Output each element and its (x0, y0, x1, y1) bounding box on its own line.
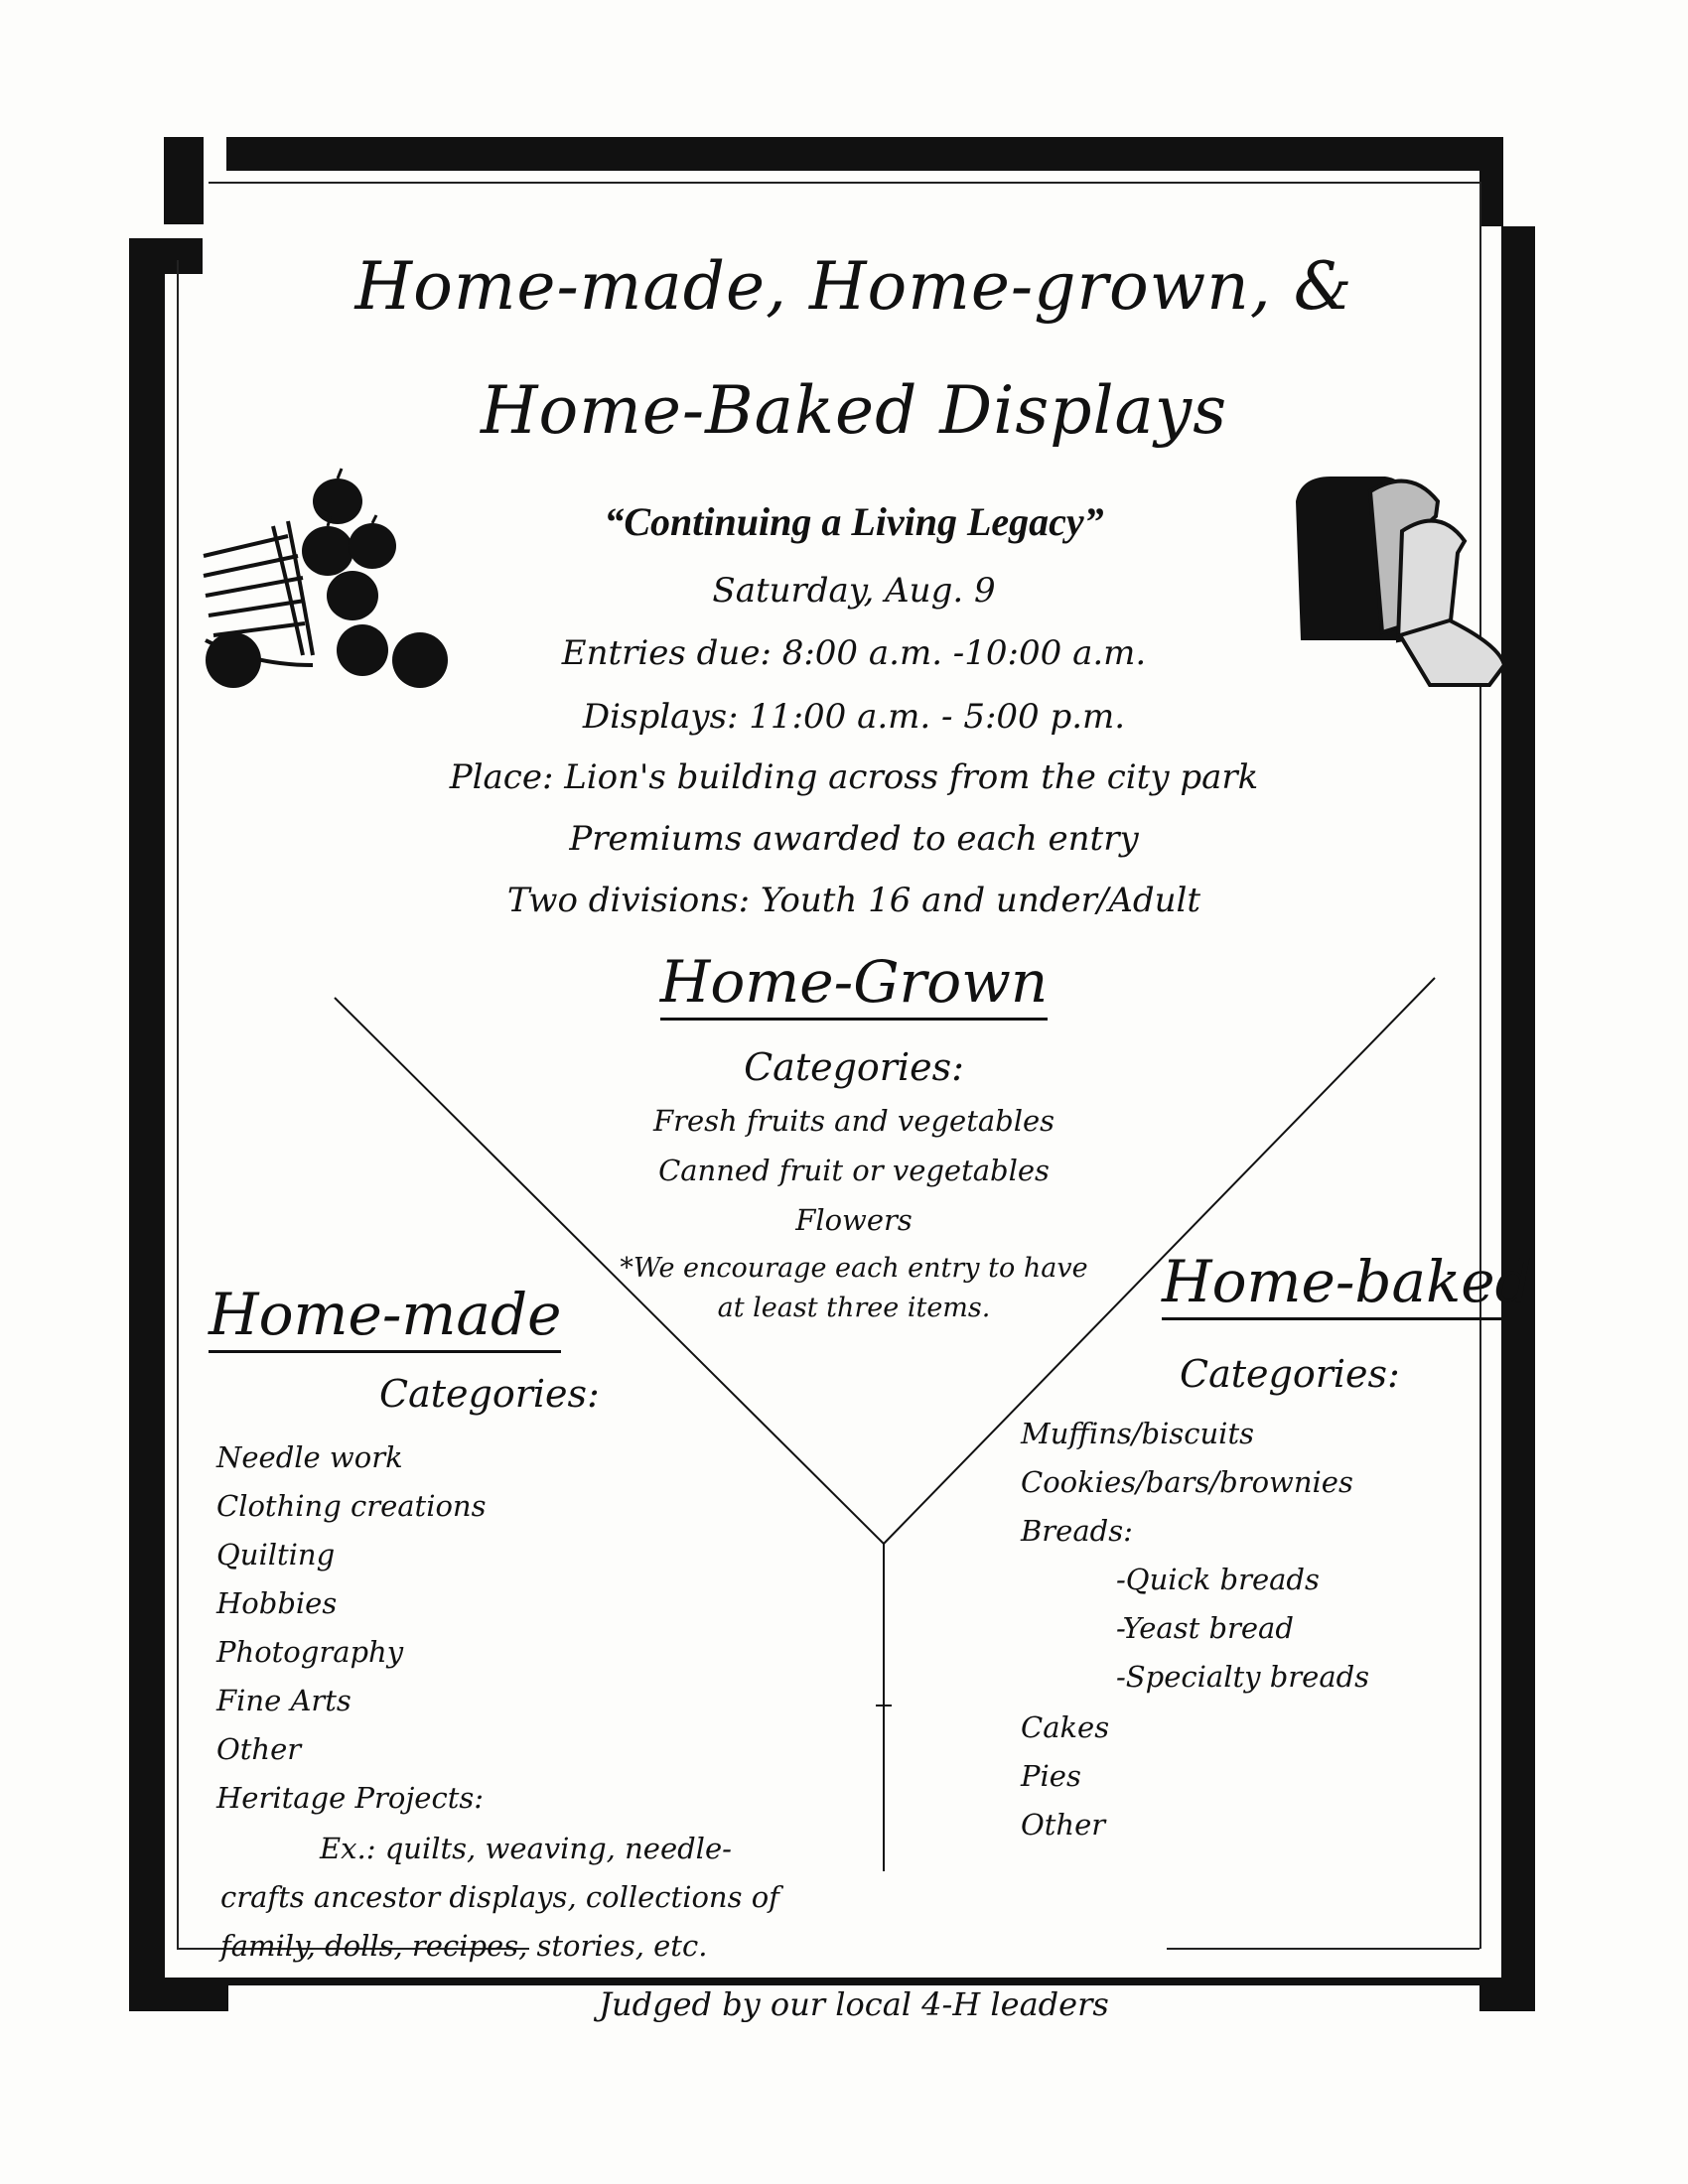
home-made-item: Needle work (216, 1440, 403, 1474)
home-grown-heading-wrap (556, 948, 1152, 1016)
home-baked-item: Breads: (1021, 1514, 1133, 1548)
home-baked-heading-wrap (1162, 1248, 1532, 1315)
home-baked-item: Cookies/bars/brownies (1021, 1465, 1353, 1499)
home-baked-bread-item: -Yeast bread (1116, 1611, 1294, 1645)
home-made-item: Other (216, 1732, 302, 1766)
home-baked-item: Cakes (1021, 1710, 1110, 1744)
home-baked-categories-label: Categories: (1180, 1352, 1400, 1396)
home-grown-item: Flowers (795, 1203, 913, 1237)
home-made-categories-label: Categories: (379, 1372, 600, 1416)
home-made-item: Hobbies (216, 1586, 338, 1620)
home-baked-heading: Home-baked (1162, 1248, 1532, 1320)
title-line-2: Home-Baked Displays (480, 372, 1228, 449)
home-baked-bread-list (1116, 1556, 1369, 1702)
home-made-item: Clothing creations (216, 1489, 487, 1523)
home-grown-item: Canned fruit or vegetables (658, 1154, 1050, 1187)
home-made-list (216, 1433, 487, 1823)
home-made-item: Heritage Projects: (216, 1781, 485, 1815)
home-made-item: Fine Arts (216, 1684, 352, 1717)
home-made-example-3: family, dolls, recipes, stories, etc. (220, 1929, 708, 1963)
home-made-item: Photography (216, 1635, 404, 1669)
home-made-heading-wrap (209, 1281, 561, 1348)
home-baked-item: Muffins/biscuits (1021, 1417, 1254, 1450)
divisions: Two divisions: Youth 16 and under/Adult (506, 881, 1201, 920)
home-grown-heading: Home-Grown (660, 948, 1048, 1021)
entries-due: Entries due: 8:00 a.m. -10:00 a.m. (561, 633, 1147, 673)
premiums: Premiums awarded to each entry (569, 819, 1139, 859)
home-made-example-2: crafts ancestor displays, collections of (220, 1880, 779, 1914)
title-line-1: Home-made, Home-grown, & (354, 248, 1353, 325)
footer-judged: Judged by our local 4-H leaders (228, 1985, 1479, 2023)
display-hours: Displays: 11:00 a.m. - 5:00 p.m. (582, 697, 1126, 737)
home-baked-bread-item: -Quick breads (1116, 1563, 1320, 1596)
home-baked-item: Other (1021, 1808, 1106, 1842)
home-made-example-1: Ex.: quilts, weaving, needle- (320, 1832, 732, 1865)
home-grown-categories-label: Categories: (744, 1045, 964, 1089)
subtitle: “Continuing a Living Legacy” (604, 499, 1104, 544)
home-made-item: Quilting (216, 1538, 336, 1571)
home-baked-bread-item: -Specialty breads (1116, 1660, 1370, 1694)
event-place: Place: Lion's building across from the city park (449, 757, 1259, 797)
home-grown-item: Fresh fruits and vegetables (652, 1104, 1055, 1138)
home-baked-list (1021, 1410, 1353, 1556)
event-date: Saturday, Aug. 9 (712, 571, 996, 611)
home-made-heading: Home-made (209, 1281, 561, 1353)
home-baked-list-more (1021, 1704, 1109, 1849)
home-grown-note-1: *We encourage each entry to have (620, 1253, 1088, 1284)
home-grown-note-2: at least three items. (717, 1293, 991, 1323)
home-baked-item: Pies (1021, 1759, 1081, 1793)
